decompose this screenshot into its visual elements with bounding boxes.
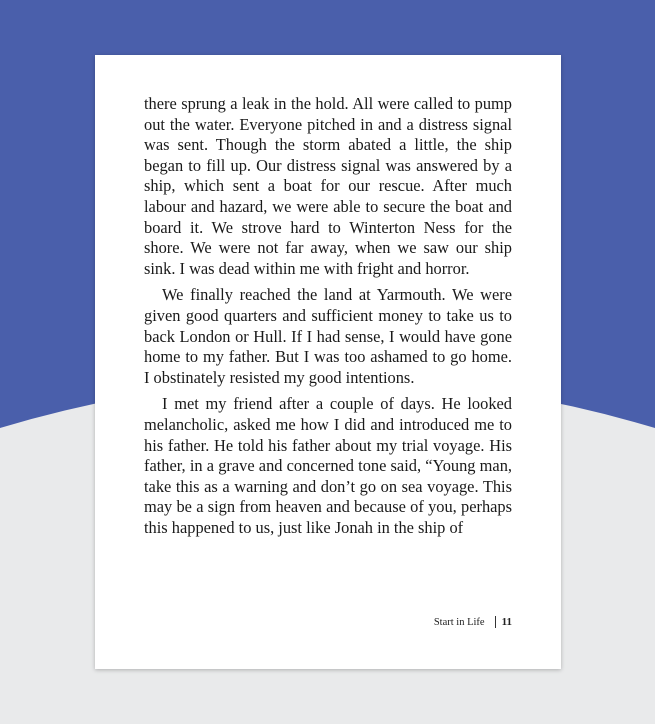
- paragraph-1: there sprung a leak in the hold. All were called to pump out the water. Everyone pitched in and a distress signal was sent. Though the storm abated a little, the ship began to fill up. Our distress signal was answered by a ship, which sent a boat for our rescue. After much labour and hazard, we were able to secure the boat and board it. We strove hard to Winterton Ness for the shore. We were not far away, when we saw our ship sink. I was dead within me with fright and horror.: [144, 94, 512, 278]
- running-head: Start in Life: [433, 616, 485, 628]
- page-footer: [434, 616, 512, 628]
- paragraph-3: I met my friend after a couple of days. He looked melancholic, asked me how I did and introduced me to his father. He told his father about my trial voyage. His father, in a grave and concerned tone said, “Young man, take this as a warning and don’t go on sea voyage. This may be a sign from heaven and because of you, perhaps this happened to us, just like Jonah in the ship of: [144, 394, 512, 537]
- footer-divider: [495, 616, 496, 628]
- page-number: 11: [501, 616, 512, 628]
- paragraph-2: We finally reached the land at Yarmouth. We were given good quarters and sufficient money to take us to back London or Hull. If I had sense, I would have gone home to my father. But I was too ashamed to go home. I obstinately resisted my good intentions.: [144, 285, 512, 387]
- book-page: [95, 55, 561, 669]
- page-body: [144, 94, 512, 544]
